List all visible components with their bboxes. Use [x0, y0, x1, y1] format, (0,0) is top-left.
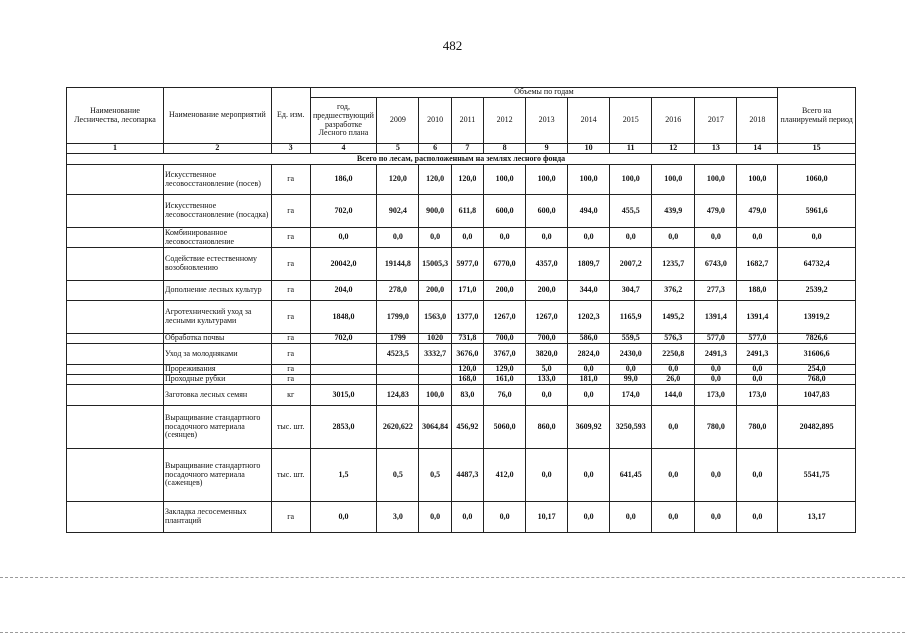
year-value: 479,0	[737, 195, 778, 228]
table-row	[67, 385, 856, 406]
unit-cell: га	[271, 248, 310, 281]
year-value: 3609,92	[568, 406, 610, 449]
forestry-cell	[67, 228, 164, 248]
header-year: 2015	[610, 98, 652, 144]
column-number: 9	[526, 144, 568, 154]
column-number: 13	[695, 144, 737, 154]
activity-name: Прореживания	[164, 365, 272, 375]
year-value: 83,0	[451, 385, 483, 406]
total-value: 13919,2	[778, 301, 856, 334]
year-value: 100,0	[695, 165, 737, 195]
header-year: 2013	[526, 98, 568, 144]
section-title: Всего по лесам, расположенным на землях лесного фонда	[67, 154, 856, 165]
year-value: 304,7	[610, 281, 652, 301]
year-value: 26,0	[652, 375, 695, 385]
unit-cell: га	[271, 334, 310, 344]
column-number: 5	[377, 144, 419, 154]
year-value: 600,0	[526, 195, 568, 228]
year-value: 144,0	[652, 385, 695, 406]
year-value: 100,0	[419, 385, 451, 406]
year-value: 576,3	[652, 334, 695, 344]
year-value: 1682,7	[737, 248, 778, 281]
year-value: 0,0	[484, 502, 526, 533]
forestry-cell	[67, 365, 164, 375]
header-unit: Ед. изм.	[271, 88, 310, 144]
year-value: 4523,5	[377, 344, 419, 365]
year-value: 700,0	[484, 334, 526, 344]
year-value: 3250,593	[610, 406, 652, 449]
activity-name: Выращивание стандартного посадочного материала (сеянцев)	[164, 406, 272, 449]
year-value	[419, 375, 451, 385]
total-value: 2539,2	[778, 281, 856, 301]
year-value: 780,0	[737, 406, 778, 449]
unit-cell: га	[271, 365, 310, 375]
year-value	[377, 365, 419, 375]
base-year-value: 186,0	[310, 165, 377, 195]
table-row	[67, 365, 856, 375]
header-total: Всего на планируемый период	[778, 88, 856, 144]
total-value: 5961,6	[778, 195, 856, 228]
year-value: 2250,8	[652, 344, 695, 365]
unit-cell: тыс. шт.	[271, 406, 310, 449]
year-value: 455,5	[610, 195, 652, 228]
year-value: 439,9	[652, 195, 695, 228]
year-value: 3,0	[377, 502, 419, 533]
total-value: 64732,4	[778, 248, 856, 281]
year-value: 412,0	[484, 449, 526, 502]
year-value: 0,0	[526, 385, 568, 406]
year-value: 4487,3	[451, 449, 483, 502]
activity-name: Искусственное лесовосстановление (посев)	[164, 165, 272, 195]
year-value: 1809,7	[568, 248, 610, 281]
unit-cell: га	[271, 344, 310, 365]
year-value: 0,5	[419, 449, 451, 502]
table-row	[67, 228, 856, 248]
year-value: 0,0	[695, 449, 737, 502]
year-value	[419, 365, 451, 375]
year-value: 0,0	[737, 449, 778, 502]
column-number: 14	[737, 144, 778, 154]
year-value: 902,4	[377, 195, 419, 228]
table-row	[67, 301, 856, 334]
table-row	[67, 195, 856, 228]
year-value: 344,0	[568, 281, 610, 301]
year-value: 0,0	[568, 502, 610, 533]
header-base-year: год, предшествующий разработке Лесного плана	[310, 98, 377, 144]
table-row	[67, 406, 856, 449]
column-number: 1	[67, 144, 164, 154]
year-value: 120,0	[419, 165, 451, 195]
year-value: 0,0	[652, 406, 695, 449]
year-value: 181,0	[568, 375, 610, 385]
forestry-cell	[67, 334, 164, 344]
header-year: 2017	[695, 98, 737, 144]
year-value: 0,0	[737, 228, 778, 248]
column-number: 10	[568, 144, 610, 154]
year-value: 173,0	[695, 385, 737, 406]
column-number: 4	[310, 144, 377, 154]
year-value: 780,0	[695, 406, 737, 449]
year-value: 0,0	[419, 228, 451, 248]
year-value: 2491,3	[737, 344, 778, 365]
year-value: 641,45	[610, 449, 652, 502]
year-value: 100,0	[526, 165, 568, 195]
year-value: 2007,2	[610, 248, 652, 281]
forestry-cell	[67, 301, 164, 334]
header-year: 2009	[377, 98, 419, 144]
forest-activities-table	[66, 87, 856, 533]
year-value: 120,0	[377, 165, 419, 195]
year-value: 0,0	[652, 365, 695, 375]
year-value: 174,0	[610, 385, 652, 406]
base-year-value: 702,0	[310, 195, 377, 228]
unit-cell: га	[271, 502, 310, 533]
forestry-cell	[67, 281, 164, 301]
unit-cell: га	[271, 281, 310, 301]
column-number: 6	[419, 144, 451, 154]
forestry-cell	[67, 502, 164, 533]
total-value: 768,0	[778, 375, 856, 385]
table-row	[67, 281, 856, 301]
table-row	[67, 449, 856, 502]
base-year-value: 702,0	[310, 334, 377, 344]
column-number: 8	[484, 144, 526, 154]
forestry-cell	[67, 406, 164, 449]
header-year: 2014	[568, 98, 610, 144]
column-number-row	[67, 144, 856, 154]
year-value: 1235,7	[652, 248, 695, 281]
activity-name: Дополнение лесных культур	[164, 281, 272, 301]
activity-name: Заготовка лесных семян	[164, 385, 272, 406]
activity-name: Закладка лесосеменных плантаций	[164, 502, 272, 533]
unit-cell: га	[271, 195, 310, 228]
year-value: 1563,0	[419, 301, 451, 334]
year-value: 15005,3	[419, 248, 451, 281]
year-value: 1391,4	[737, 301, 778, 334]
year-value: 171,0	[451, 281, 483, 301]
year-value: 124,83	[377, 385, 419, 406]
year-value: 0,0	[652, 228, 695, 248]
year-value: 133,0	[526, 375, 568, 385]
year-value: 3332,7	[419, 344, 451, 365]
header-year: 2010	[419, 98, 451, 144]
total-value: 13,17	[778, 502, 856, 533]
year-value: 1267,0	[484, 301, 526, 334]
year-value: 456,92	[451, 406, 483, 449]
total-value: 7826,6	[778, 334, 856, 344]
year-value: 0,0	[419, 502, 451, 533]
year-value: 0,0	[610, 365, 652, 375]
year-value: 2430,0	[610, 344, 652, 365]
base-year-value: 20042,0	[310, 248, 377, 281]
forestry-cell	[67, 449, 164, 502]
year-value: 0,0	[568, 365, 610, 375]
year-value: 860,0	[526, 406, 568, 449]
base-year-value: 0,0	[310, 502, 377, 533]
year-value: 376,2	[652, 281, 695, 301]
year-value: 1495,2	[652, 301, 695, 334]
column-number: 12	[652, 144, 695, 154]
forestry-cell	[67, 248, 164, 281]
activity-name: Комбинированное лесовосстановление	[164, 228, 272, 248]
year-value: 99,0	[610, 375, 652, 385]
year-value: 0,0	[695, 228, 737, 248]
table-row	[67, 502, 856, 533]
year-value: 1377,0	[451, 301, 483, 334]
year-value: 0,0	[526, 228, 568, 248]
forestry-cell	[67, 195, 164, 228]
year-value: 200,0	[526, 281, 568, 301]
year-value: 611,8	[451, 195, 483, 228]
year-value: 2491,3	[695, 344, 737, 365]
base-year-value	[310, 344, 377, 365]
table-row	[67, 248, 856, 281]
activity-name: Уход за молодняками	[164, 344, 272, 365]
total-value: 31606,6	[778, 344, 856, 365]
year-value: 19144,8	[377, 248, 419, 281]
year-value: 1799,0	[377, 301, 419, 334]
column-number: 15	[778, 144, 856, 154]
year-value: 0,0	[652, 502, 695, 533]
year-value: 586,0	[568, 334, 610, 344]
year-value: 700,0	[526, 334, 568, 344]
year-value: 494,0	[568, 195, 610, 228]
header-activity: Наименование мероприятий	[164, 88, 272, 144]
year-value: 0,0	[737, 365, 778, 375]
year-value: 10,17	[526, 502, 568, 533]
column-number: 3	[271, 144, 310, 154]
header-forestry: Наименование Лесничества, лесопарка	[67, 88, 164, 144]
table-row	[67, 334, 856, 344]
base-year-value: 0,0	[310, 228, 377, 248]
activity-name: Выращивание стандартного посадочного материала (саженцев)	[164, 449, 272, 502]
year-value: 0,0	[652, 449, 695, 502]
year-value: 161,0	[484, 375, 526, 385]
base-year-value: 3015,0	[310, 385, 377, 406]
year-value: 3820,0	[526, 344, 568, 365]
year-value: 3064,84	[419, 406, 451, 449]
year-value: 1165,9	[610, 301, 652, 334]
unit-cell: га	[271, 228, 310, 248]
year-value: 100,0	[610, 165, 652, 195]
total-value: 0,0	[778, 228, 856, 248]
forestry-cell	[67, 344, 164, 365]
header-year: 2011	[451, 98, 483, 144]
column-number: 2	[164, 144, 272, 154]
year-value: 2824,0	[568, 344, 610, 365]
year-value: 0,0	[451, 502, 483, 533]
year-value: 100,0	[568, 165, 610, 195]
table-row	[67, 165, 856, 195]
forestry-cell	[67, 375, 164, 385]
year-value: 278,0	[377, 281, 419, 301]
year-value: 76,0	[484, 385, 526, 406]
year-value: 1202,3	[568, 301, 610, 334]
forestry-cell	[67, 165, 164, 195]
year-value: 0,0	[451, 228, 483, 248]
total-value: 5541,75	[778, 449, 856, 502]
year-value: 577,0	[695, 334, 737, 344]
column-number: 7	[451, 144, 483, 154]
activity-name: Агротехнический уход за лесными культурами	[164, 301, 272, 334]
total-value: 1047,83	[778, 385, 856, 406]
base-year-value	[310, 375, 377, 385]
total-value: 1060,0	[778, 165, 856, 195]
year-value: 600,0	[484, 195, 526, 228]
year-value: 0,0	[568, 228, 610, 248]
year-value: 0,0	[568, 385, 610, 406]
year-value: 129,0	[484, 365, 526, 375]
year-value: 200,0	[419, 281, 451, 301]
year-value: 100,0	[652, 165, 695, 195]
year-value: 5,0	[526, 365, 568, 375]
table-row	[67, 375, 856, 385]
header-year: 2018	[737, 98, 778, 144]
year-value: 0,0	[737, 502, 778, 533]
year-value: 577,0	[737, 334, 778, 344]
activity-name: Проходные рубки	[164, 375, 272, 385]
total-value: 20482,895	[778, 406, 856, 449]
year-value: 100,0	[484, 165, 526, 195]
unit-cell: га	[271, 301, 310, 334]
forestry-cell	[67, 385, 164, 406]
year-value: 0,0	[610, 228, 652, 248]
unit-cell: га	[271, 375, 310, 385]
year-value: 188,0	[737, 281, 778, 301]
activity-name: Содействие естественному возобновлению	[164, 248, 272, 281]
base-year-value: 2853,0	[310, 406, 377, 449]
year-value: 5060,0	[484, 406, 526, 449]
year-value: 3676,0	[451, 344, 483, 365]
year-value: 0,0	[568, 449, 610, 502]
year-value: 559,5	[610, 334, 652, 344]
year-value: 0,0	[526, 449, 568, 502]
unit-cell: кг	[271, 385, 310, 406]
header-year: 2016	[652, 98, 695, 144]
year-value: 100,0	[737, 165, 778, 195]
year-value: 0,0	[610, 502, 652, 533]
year-value	[377, 375, 419, 385]
header-year: 2012	[484, 98, 526, 144]
year-value: 1267,0	[526, 301, 568, 334]
year-value: 731,8	[451, 334, 483, 344]
year-value: 1799	[377, 334, 419, 344]
page-bottom-rule	[0, 632, 905, 633]
year-value: 0,0	[377, 228, 419, 248]
year-value: 0,0	[695, 375, 737, 385]
year-value: 3767,0	[484, 344, 526, 365]
year-value: 900,0	[419, 195, 451, 228]
base-year-value: 204,0	[310, 281, 377, 301]
year-value: 0,0	[695, 365, 737, 375]
year-value: 120,0	[451, 365, 483, 375]
year-value: 120,0	[451, 165, 483, 195]
year-value: 0,5	[377, 449, 419, 502]
header-volumes-by-year: Объемы по годам	[310, 88, 778, 98]
base-year-value	[310, 365, 377, 375]
year-value: 173,0	[737, 385, 778, 406]
year-value: 277,3	[695, 281, 737, 301]
year-value: 2620,622	[377, 406, 419, 449]
year-value: 1020	[419, 334, 451, 344]
year-value: 0,0	[695, 502, 737, 533]
year-value: 0,0	[737, 375, 778, 385]
year-value: 1391,4	[695, 301, 737, 334]
year-value: 200,0	[484, 281, 526, 301]
unit-cell: тыс. шт.	[271, 449, 310, 502]
year-value: 0,0	[484, 228, 526, 248]
base-year-value: 1848,0	[310, 301, 377, 334]
year-value: 479,0	[695, 195, 737, 228]
page-number: 482	[442, 38, 463, 53]
year-value: 168,0	[451, 375, 483, 385]
year-value: 4357,0	[526, 248, 568, 281]
activity-name: Обработка почвы	[164, 334, 272, 344]
unit-cell: га	[271, 165, 310, 195]
year-value: 6743,0	[695, 248, 737, 281]
year-value: 6770,0	[484, 248, 526, 281]
total-value: 254,0	[778, 365, 856, 375]
table-row	[67, 344, 856, 365]
base-year-value: 1,5	[310, 449, 377, 502]
year-value: 5977,0	[451, 248, 483, 281]
page-divider	[0, 577, 905, 578]
column-number: 11	[610, 144, 652, 154]
activity-name: Искусственное лесовосстановление (посадка)	[164, 195, 272, 228]
